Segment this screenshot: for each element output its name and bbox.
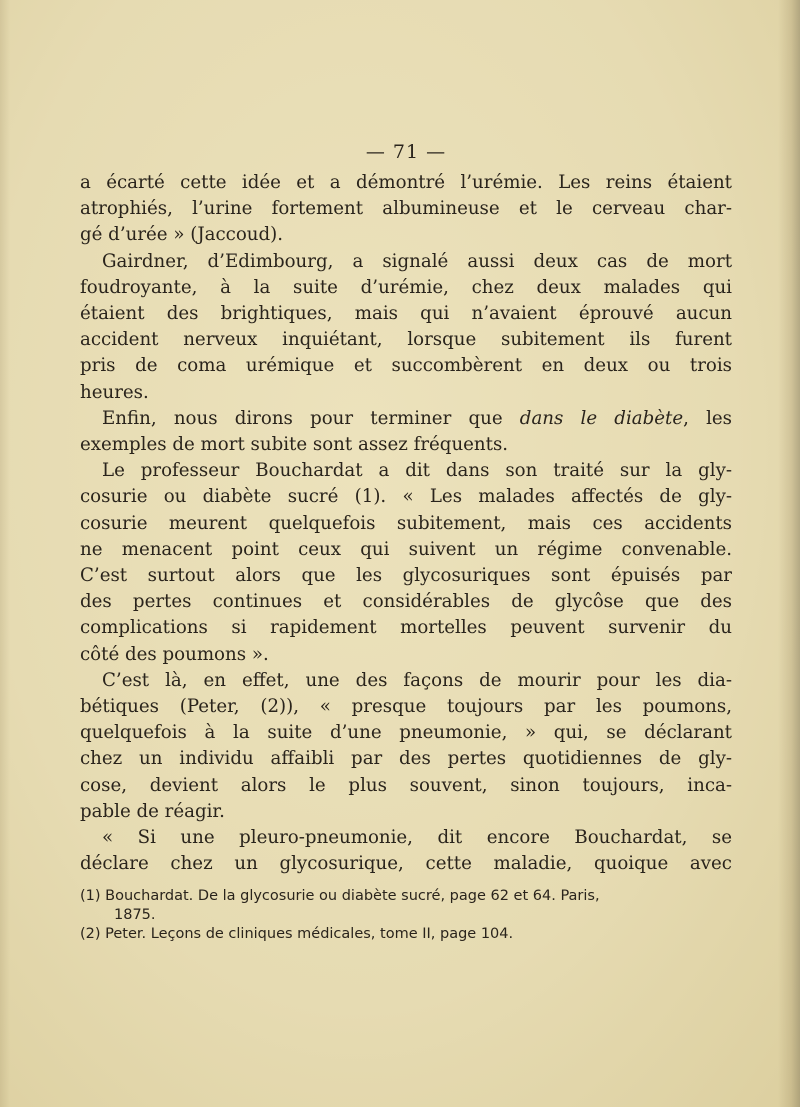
footnotes	[80, 887, 732, 944]
body-line: pable de réagir.	[80, 800, 225, 822]
page-number: — 71 —	[365, 141, 447, 163]
body-line: exemples de mort subite sont assez fréquents.	[80, 434, 509, 456]
body-line: a écarté cette idée et a démontré l’urémie. Les reins étaient	[80, 172, 732, 193]
footnote-1: (1) Bouchardat. De la glycosurie ou diabète sucré, page 62 et 64. Paris,	[80, 888, 600, 905]
body-line: cosurie meurent quelquefois subitement, mais ces accidents	[80, 512, 732, 534]
body-line: étaient des brightiques, mais qui n’avaient éprouvé aucun	[80, 303, 732, 325]
body-line: Gairdner, d’Edimbourg, a signalé aussi deux cas de mort	[102, 250, 732, 272]
body-line: côté des poumons ».	[80, 643, 269, 665]
body-line: cosurie ou diabète sucré (1). « Les malades affectés de gly-	[80, 486, 732, 508]
italic-phrase: dans le diabète	[519, 407, 684, 429]
body-line: bétiques (Peter, (2)), « presque toujours par les poumons,	[80, 696, 732, 718]
body-line: des pertes continues et considérables de glycôse que des	[80, 591, 732, 613]
body-line: Enfin, nous dirons pour terminer que dans le diabète, les	[102, 407, 732, 429]
footnote-2: (2) Peter. Leçons de cliniques médicales, tome II, page 104.	[80, 926, 514, 943]
body-line: « Si une pleuro-pneumonie, dit encore Bouchardat, se	[102, 827, 732, 849]
body-line: complications si rapidement mortelles peuvent survenir du	[80, 617, 732, 639]
page-left-edge-shadow	[0, 0, 10, 1107]
body-text	[80, 170, 732, 877]
page-right-edge-shadow	[778, 0, 800, 1107]
body-line: heures.	[80, 381, 149, 403]
body-line: déclare chez un glycosurique, cette maladie, quoique avec	[80, 853, 732, 875]
body-line: foudroyante, à la suite d’urémie, chez deux malades qui	[80, 276, 732, 298]
body-line: C’est là, en effet, une des façons de mourir pour les dia-	[102, 669, 732, 691]
body-line: gé d’urée » (Jaccoud).	[80, 224, 284, 246]
body-line: Le professeur Bouchardat a dit dans son traité sur la gly-	[102, 460, 732, 482]
body-line: atrophiés, l’urine fortement albumineuse et le cerveau char-	[80, 198, 732, 220]
text-block	[80, 140, 732, 944]
body-line: accident nerveux inquiétant, lorsque subitement ils furent	[80, 329, 732, 351]
body-line: chez un individu affaibli par des pertes quotidiennes de gly-	[80, 748, 732, 770]
footnote-1-continuation: 1875.	[114, 907, 156, 924]
body-line: cose, devient alors le plus souvent, sinon toujours, inca-	[80, 774, 732, 796]
body-line: pris de coma urémique et succombèrent en deux ou trois	[80, 355, 732, 377]
body-line: quelquefois à la suite d’une pneumonie, » qui, se déclarant	[80, 722, 732, 744]
body-line: C’est surtout alors que les glycosuriques sont épuisés par	[80, 565, 732, 587]
body-line: ne menacent point ceux qui suivent un régime convenable.	[80, 538, 732, 560]
